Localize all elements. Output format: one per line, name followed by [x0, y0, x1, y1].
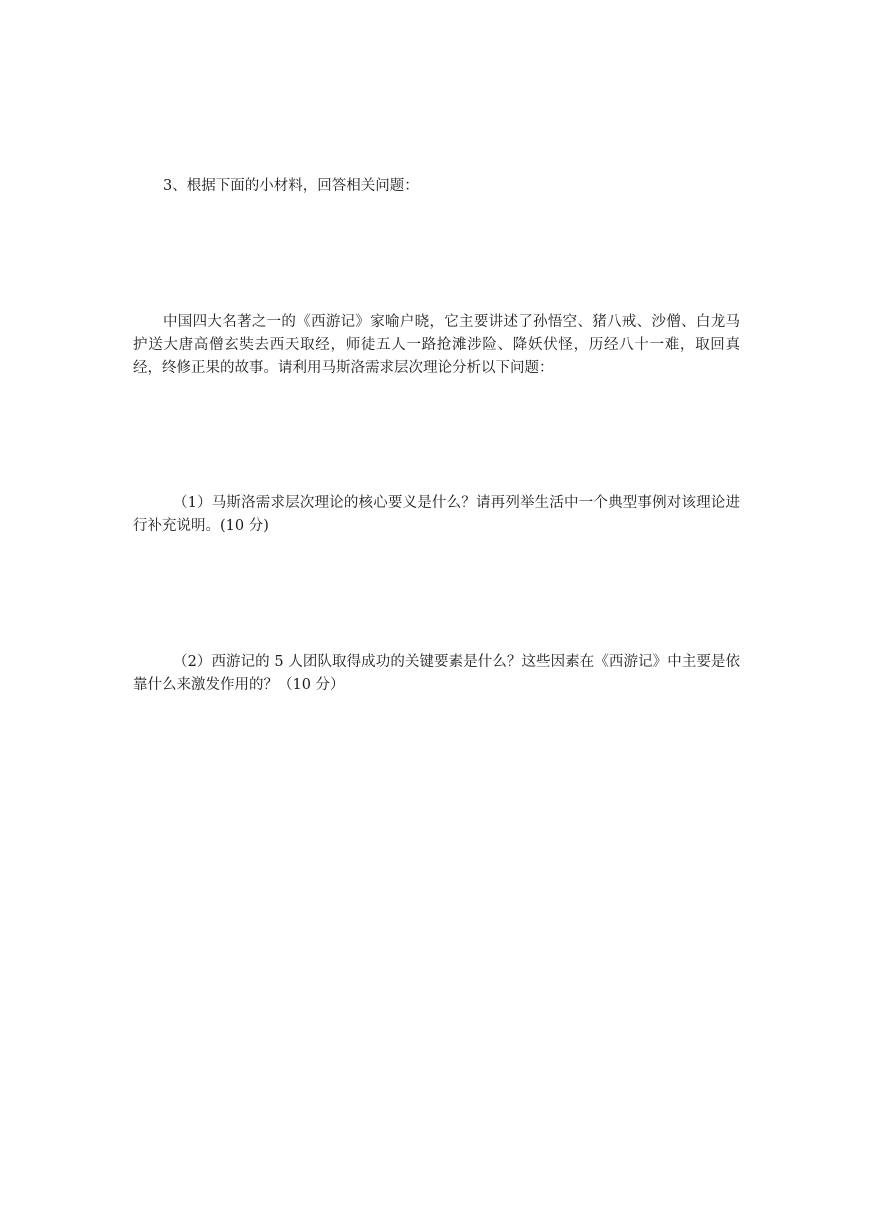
sub-question-2: （2）西游记的 5 人团队取得成功的关键要素是什么？这些因素在《西游记》中主要是依靠什么来激发作用的？（10 分）: [133, 654, 740, 693]
sub-question-1: （1）马斯洛需求层次理论的核心要义是什么？请再列举生活中一个典型事例对该理论进行补充说明。(10 分): [133, 495, 740, 534]
question-material: 中国四大名著之一的《西游记》家喻户晓，它主要讲述了孙悟空、猪八戒、沙僧、白龙马护送大唐高僧玄奘去西天取经，师徒五人一路抢滩涉险、降妖伏怪，历经八十一难，取回真经，终修正果的故事。请利用马斯洛需求层次理论分析以下问题：: [133, 314, 740, 376]
question-heading: 3、根据下面的小材料，回答相关问题：: [163, 178, 419, 194]
